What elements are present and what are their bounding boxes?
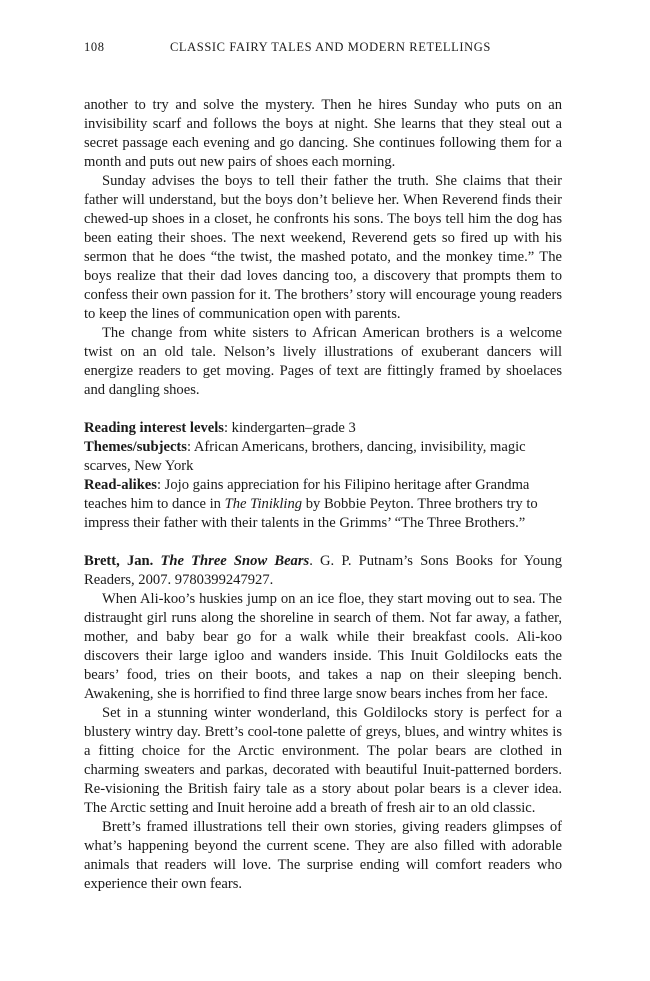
running-title: CLASSIC FAIRY TALES AND MODERN RETELLINGS: [170, 40, 491, 54]
page-number: 108: [84, 40, 105, 54]
read-alikes-title: The Tinikling: [224, 496, 303, 512]
reading-levels: [84, 419, 562, 438]
running-header: [84, 40, 562, 60]
paragraph: Sunday advises the boys to tell their father the truth. She claims that their father will understand, but the boys don’t believe her. When Reverend finds their chewed-up shoes in a closet, he confronts his sons. The boys tell him the dog has been eating their shoes. The next weekend, Reverend gets so fired up with his sermon that he does “the twist, the mashed potato, and the monkey time.” The boys realize that their dad loves dancing too, a discovery that prompts them to confess their own passion for it. The brothers’ story will encourage young readers to keep the lines of communication open with parents.: [84, 173, 562, 322]
spacer: [84, 400, 562, 419]
paragraph: Brett’s framed illustrations tell their own stories, giving readers glimpses of what’s happening beyond the current scene. They are also filled with adorable animals that readers will love. The surprise ending will comfort readers who experience their own fears.: [84, 819, 562, 892]
entry-author: Brett, Jan.: [84, 553, 154, 569]
themes-value: : African Americans, brothers, dancing, invisibility, magic scarves, New York: [84, 439, 526, 474]
reading-levels-value: : kindergarten–grade 3: [223, 420, 356, 436]
themes-subjects: [84, 438, 562, 476]
read-alikes-label: Read-alikes: [84, 477, 157, 493]
paragraph: another to try and solve the mystery. Then he hires Sunday who puts on an invisibility scarf and follows the boys at night. She learns that they steal out a secret passage each evening and go dancing. She continues following them for a month and puts out new pairs of shoes each morning.: [84, 97, 562, 170]
reading-levels-label: Reading interest levels: [84, 420, 224, 436]
entry-title: The Three Snow Bears: [160, 553, 310, 569]
entry-publication: . G. P. Putnam’s Sons Books for Young Readers, 2007. 9780399247927.: [84, 553, 562, 588]
spacer: [84, 533, 562, 552]
read-alikes-text-end: by Bobbie Peyton. Three brothers try to impress their father with their talents in the Grimms’ “The Three Brothers.”: [84, 496, 538, 531]
paragraph: The change from white sisters to African American brothers is a welcome twist on an old tale. Nelson’s lively illustrations of exuberant dancers will energize readers to get moving. Pages of text are fittingly framed by shoelaces and dangling shoes.: [84, 325, 562, 398]
read-alikes: [84, 476, 562, 533]
entry-citation: [84, 552, 562, 590]
themes-label: Themes/subjects: [84, 439, 187, 455]
read-alikes-text: : Jojo gains appreciation for his Filipino heritage after Grandma teaches him to dance in: [84, 477, 530, 512]
paragraph: When Ali-koo’s huskies jump on an ice floe, they start moving out to sea. The distraught girl runs along the shoreline in search of them. Not far away, a father, mother, and baby bear go for a walk while their breakfast cools. Ali-koo discovers their large igloo and wanders inside. This Inuit Goldilocks eats the bears’ food, tries on their boots, and takes a nap on their sleeping bench. Awakening, she is horrified to find three large snow bears inches from her face.: [84, 591, 562, 702]
entry-metadata: [84, 419, 562, 533]
page-body: [84, 96, 562, 894]
paragraph: Set in a stunning winter wonderland, this Goldilocks story is perfect for a blustery wintry day. Brett’s cool-tone palette of greys, blues, and wintry whites is a fitting choice for the Arctic environment. The polar bears are clothed in charming sweaters and parkas, decorated with beautiful Inuit-patterned borders. Re-visioning the British fairy tale as a story about polar bears is a clever idea. The Arctic setting and Inuit heroine add a breath of fresh air to an old classic.: [84, 705, 562, 816]
